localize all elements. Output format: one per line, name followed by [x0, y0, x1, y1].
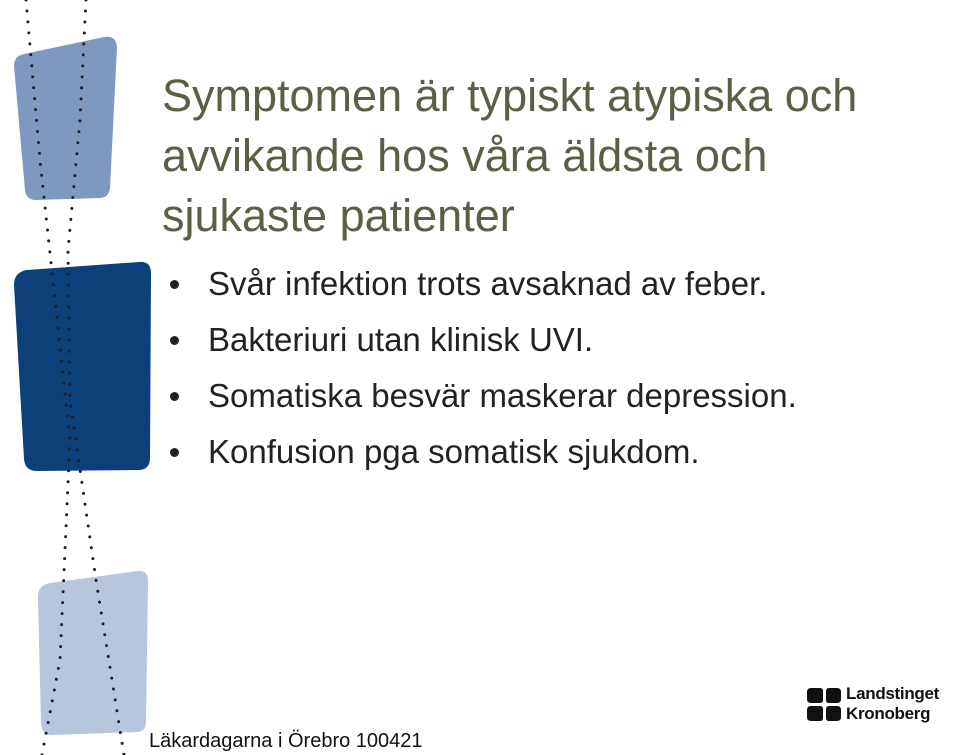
slide-title-line: sjukaste patienter — [162, 190, 515, 241]
bullet-text: Somatiska besvär maskerar depression. — [208, 377, 797, 414]
bullet-text: Konfusion pga somatisk sjukdom. — [208, 433, 700, 470]
logo-wordmark — [846, 684, 939, 724]
logo-line: Landstinget — [846, 684, 940, 703]
bullet-list — [166, 256, 797, 480]
bottom-lightblue-shape — [38, 571, 148, 735]
bullet-text: Bakteriuri utan klinisk UVI. — [208, 321, 594, 358]
bullet-item — [166, 312, 797, 368]
middle-navy-shape — [14, 262, 151, 471]
bullet-dot-icon — [170, 448, 179, 457]
logo-mark-icon — [806, 687, 842, 723]
slide-title-line: Symptomen är typiskt atypiska och — [162, 70, 858, 121]
bullet-dot-icon — [170, 280, 179, 289]
bullet-text: Svår infektion trots avsaknad av feber. — [208, 265, 768, 302]
decorative-panel — [0, 0, 160, 755]
slide-title — [162, 66, 952, 246]
bullet-dot-icon — [170, 392, 179, 401]
bullet-dot-icon — [170, 336, 179, 345]
bullet-item — [166, 256, 797, 312]
logo-line: Kronoberg — [846, 704, 931, 723]
landstinget-kronoberg-logo — [806, 684, 956, 728]
top-blue-shape — [14, 37, 117, 200]
slide-title-line: avvikande hos våra äldsta och — [162, 130, 768, 181]
footer-text: Läkardagarna i Örebro 100421 — [149, 730, 423, 752]
bullet-item — [166, 424, 797, 480]
bullet-item — [166, 368, 797, 424]
